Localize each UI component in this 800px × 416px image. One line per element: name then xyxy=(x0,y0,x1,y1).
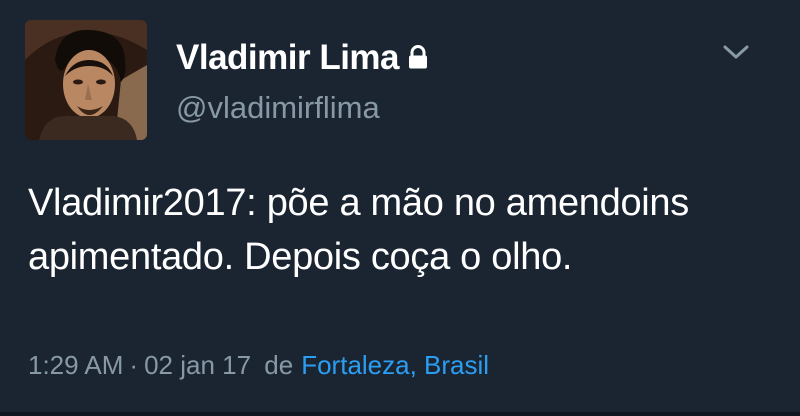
tweet-meta xyxy=(28,350,489,381)
tweet-time[interactable]: 1:29 AM xyxy=(28,350,124,380)
author-handle[interactable]: @vladimirflima xyxy=(176,90,380,125)
author-name-text[interactable]: Vladimir Lima xyxy=(176,38,400,77)
lock-icon xyxy=(407,45,429,69)
tweet-location-link[interactable]: Fortaleza, Brasil xyxy=(301,350,490,380)
tweet-text: Vladimir2017: põe a mão no amendoins apimentado. Depois coça o olho. xyxy=(28,182,689,278)
more-options-button[interactable] xyxy=(720,40,752,64)
avatar[interactable] xyxy=(25,20,147,140)
meta-separator: · xyxy=(129,350,139,380)
author-display-name[interactable] xyxy=(176,38,429,78)
tweet-date[interactable]: 02 jan 17 xyxy=(144,350,252,380)
divider xyxy=(0,412,800,416)
location-prefix: de xyxy=(264,350,294,380)
chevron-down-icon xyxy=(720,40,752,64)
